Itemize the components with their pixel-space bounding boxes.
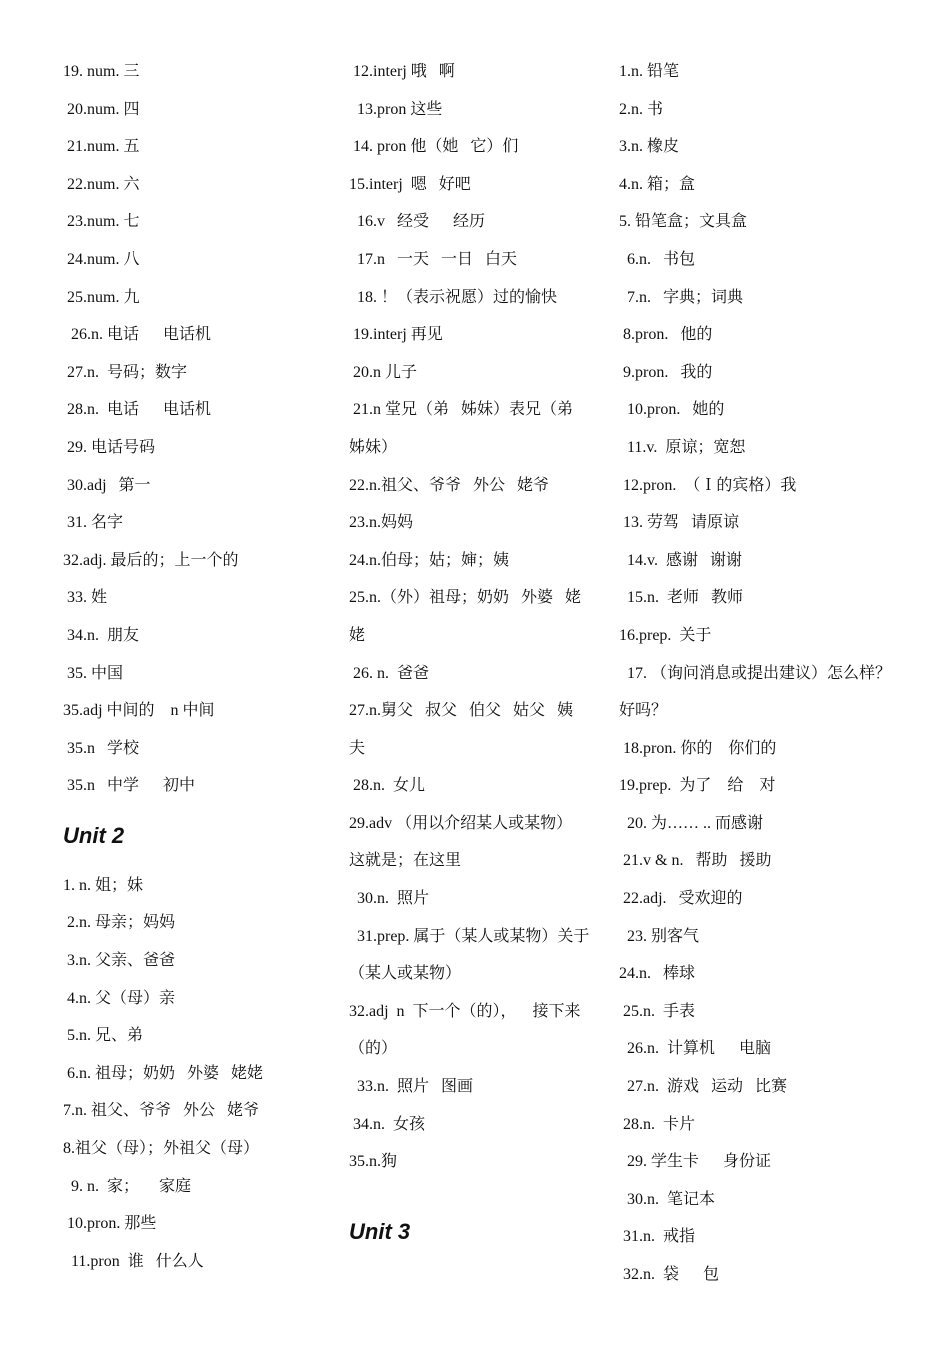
vocab-entry: 32.adj n 下一个（的）， 接下来 [349, 1002, 581, 1020]
vocab-entry: 2.n. 书 [619, 100, 664, 118]
column-3 [619, 53, 939, 1294]
vocab-entry: 7.n. 祖父、爷爷 外公 姥爷 [63, 1102, 260, 1120]
vocab-entry: 25.num. 九 [63, 288, 140, 306]
vocab-entry: 33.n. 照片 图画 [349, 1078, 474, 1096]
column-1 [63, 53, 333, 1280]
vocab-entry: 19.interj 再见 [349, 326, 443, 344]
vocab-entry: 18.pron. 你的 你们的 [619, 739, 777, 757]
vocab-entry: （的） [349, 1040, 398, 1058]
vocab-entry: 24.n.伯母；姑；婶；姨 [349, 551, 510, 569]
vocab-entry: 31.prep. 属于（某人或某物）关于 [349, 927, 590, 945]
vocab-entry: 24.n. 棒球 [619, 965, 696, 983]
vocab-entry: 5.n. 兄、弟 [63, 1027, 144, 1045]
vocab-entry: 1. n. 姐；妹 [63, 876, 144, 894]
vocab-entry: 31. 名字 [63, 514, 124, 532]
vocab-entry: 这就是；在这里 [349, 852, 462, 870]
vocab-entry: 16.prep. 关于 [619, 626, 712, 644]
vocab-entry: 34.n. 朋友 [63, 626, 140, 644]
vocab-entry: 2.n. 母亲；妈妈 [63, 914, 176, 932]
vocab-entry: 30.n. 照片 [349, 890, 430, 908]
vocab-entry: 11.v. 原谅；宽恕 [619, 438, 746, 456]
vocab-entry: 11.pron 谁 什么人 [63, 1252, 204, 1270]
vocab-entry: 29. 学生卡 身份证 [619, 1153, 772, 1171]
vocab-entry: 35.adj 中间的 n 中间 [63, 702, 215, 720]
vocab-entry: 27.n. 号码；数字 [63, 363, 188, 381]
vocab-entry: 9.pron. 我的 [619, 363, 713, 381]
vocab-entry: 35.n 中学 初中 [63, 777, 196, 795]
vocab-entry: 22.n.祖父、爷爷 外公 姥爷 [349, 476, 550, 494]
vocab-entry: 13.pron 这些 [349, 100, 443, 118]
vocab-entry: （某人或某物） [349, 965, 462, 983]
vocab-entry: 好吗？ [619, 702, 668, 720]
column-2 [349, 53, 611, 1263]
vocab-entry: 10.pron. 那些 [63, 1215, 157, 1233]
vocab-entry: 26. n. 爸爸 [349, 664, 430, 682]
vocab-entry: 20. 为…… .. 而感谢 [619, 814, 764, 832]
vocab-entry: 20.n 儿子 [349, 363, 418, 381]
vocab-entry: 28.n. 电话 电话机 [63, 401, 212, 419]
vocab-entry: 18. ！（表示祝愿）过的愉快 [349, 288, 558, 306]
vocab-entry: 10.pron. 她的 [619, 401, 725, 419]
vocab-entry: 32.n. 袋 包 [619, 1266, 720, 1283]
vocab-entry: 23.n.妈妈 [349, 514, 414, 532]
vocab-entry: 28.n. 女儿 [349, 777, 426, 795]
vocab-entry: 6.n. 书包 [619, 250, 696, 268]
vocab-entry: 21.n 堂兄（弟 姊妹）表兄（弟 [349, 401, 574, 419]
vocab-entry: 22.adj. 受欢迎的 [619, 890, 743, 908]
vocab-entry: 34.n. 女孩 [349, 1115, 426, 1133]
unit-2-heading: Unit 2 [63, 822, 125, 848]
vocab-entry: 15.interj 嗯 好吧 [349, 175, 471, 193]
vocab-entry: 26.n. 计算机 电脑 [619, 1040, 772, 1058]
vocab-entry: 24.num. 八 [63, 250, 140, 268]
vocab-entry: 27.n. 游戏 运动 比赛 [619, 1078, 788, 1096]
vocab-entry: 14. pron 他（她 它）们 [349, 138, 519, 156]
vocab-entry: 23. 别客气 [619, 927, 700, 945]
vocab-entry: 26.n. 电话 电话机 [63, 326, 212, 344]
vocab-entry: 1.n. 铅笔 [619, 63, 680, 80]
vocab-entry: 19. num. 三 [63, 63, 140, 80]
vocab-entry: 6.n. 祖母；奶奶 外婆 姥姥 [63, 1064, 264, 1082]
vocab-entry: 9. n. 家； 家庭 [63, 1177, 192, 1195]
vocab-entry: 28.n. 卡片 [619, 1115, 696, 1133]
vocab-entry: 35.n 学校 [63, 739, 140, 757]
vocab-entry: 19.prep. 为了 给 对 [619, 777, 776, 795]
vocab-entry: 3.n. 橡皮 [619, 138, 680, 156]
vocab-entry: 夫 [349, 739, 366, 757]
vocab-entry: 14.v. 感谢 谢谢 [619, 551, 742, 569]
vocab-entry: 21.num. 五 [63, 138, 140, 156]
vocab-entry: 8.祖父（母）；外祖父（母） [63, 1140, 260, 1158]
vocab-entry: 30.n. 笔记本 [619, 1190, 716, 1208]
vocab-entry: 31.n. 戒指 [619, 1228, 696, 1246]
vocab-entry: 20.num. 四 [63, 100, 140, 118]
vocab-entry: 23.num. 七 [63, 213, 140, 231]
vocab-entry: 12.interj 哦 啊 [349, 63, 455, 80]
vocab-entry: 35.n.狗 [349, 1153, 398, 1171]
vocab-entry: 17. （询问消息或提出建议）怎么样？ [619, 664, 892, 682]
vocab-entry: 13. 劳驾 请原谅 [619, 514, 740, 532]
vocab-entry: 16.v 经受 经历 [349, 213, 486, 231]
vocab-entry: 8.pron. 他的 [619, 326, 713, 344]
vocab-entry: 3.n. 父亲、爸爸 [63, 952, 176, 970]
vocab-entry: 25.n. 手表 [619, 1002, 696, 1020]
vocab-entry: 30.adj 第一 [63, 476, 151, 494]
vocab-entry: 29. 电话号码 [63, 438, 156, 456]
vocab-entry: 29.adv （用以介绍某人或某物） [349, 814, 573, 832]
vocab-entry: 35. 中国 [63, 664, 124, 682]
vocab-entry: 4.n. 父（母）亲 [63, 989, 176, 1007]
vocab-entry: 12.pron. （Ｉ的宾格）我 [619, 476, 797, 494]
vocab-entry: 4.n. 箱；盒 [619, 175, 696, 193]
vocab-entry: 21.v & n. 帮助 援助 [619, 852, 772, 870]
vocab-entry: 姥 [349, 626, 366, 644]
vocab-entry: 27.n.舅父 叔父 伯父 姑父 姨 [349, 702, 574, 720]
vocab-entry: 25.n.（外）祖母；奶奶 外婆 姥 [349, 589, 582, 607]
unit-3-heading: Unit 3 [349, 1218, 411, 1244]
vocab-entry: 5. 铅笔盒；文具盒 [619, 213, 748, 231]
vocab-entry: 7.n. 字典；词典 [619, 288, 744, 306]
vocab-entry: 33. 姓 [63, 589, 108, 607]
vocab-entry: 15.n. 老师 教师 [619, 589, 744, 607]
vocab-entry: 22.num. 六 [63, 175, 140, 193]
vocab-entry: 17.n 一天 一日 白天 [349, 250, 518, 268]
vocab-entry: 32.adj. 最后的；上一个的 [63, 551, 239, 569]
vocab-entry: 姊妹） [349, 438, 398, 456]
